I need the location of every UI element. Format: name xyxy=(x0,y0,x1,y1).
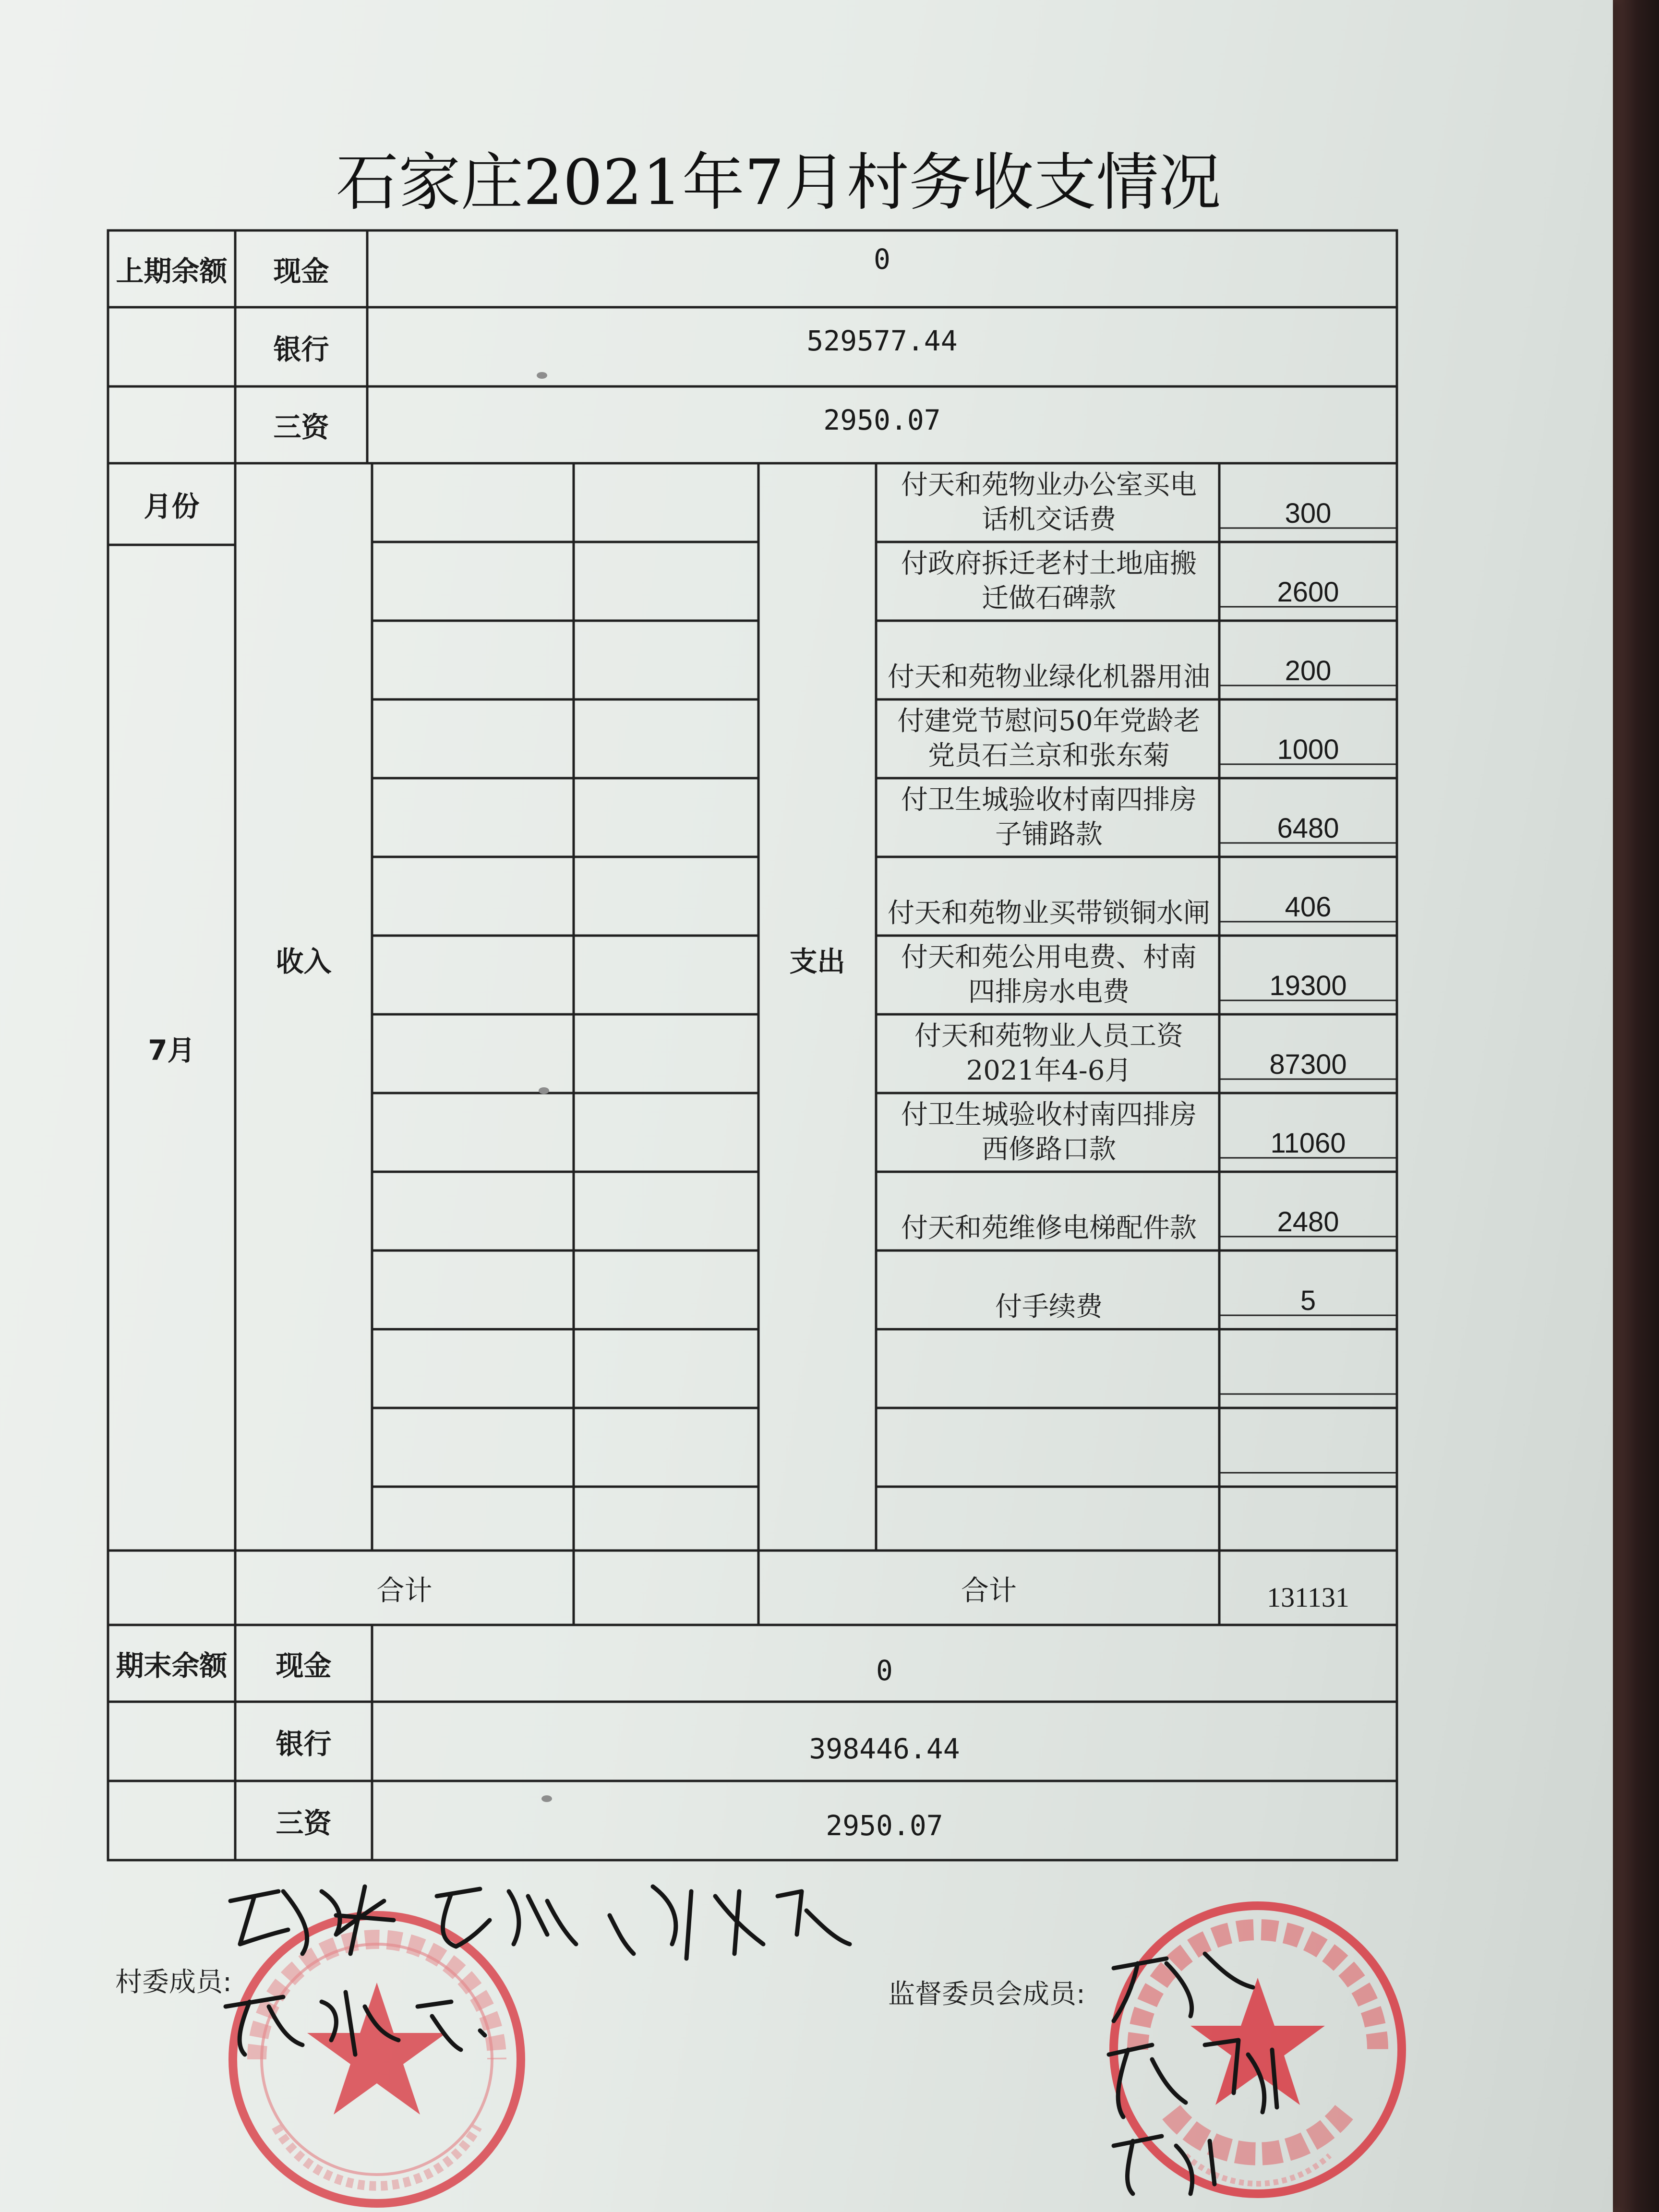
committee-signatures xyxy=(211,1863,883,2064)
expense-item-desc: 付天和苑物业绿化机器用油 xyxy=(888,661,1210,693)
closing-bank-label: 银行 xyxy=(276,1727,332,1760)
expense-item-desc: 付天和苑物业买带锁铜水闸 xyxy=(888,898,1210,929)
opening-cash-value: 0 xyxy=(874,243,890,276)
expense-label: 支出 xyxy=(789,945,845,978)
opening-balance-label: 上期余额 xyxy=(116,255,228,288)
pin-mark xyxy=(537,372,547,379)
closing-assets-label: 三资 xyxy=(276,1806,332,1839)
expense-item-desc: 付政府拆迁老村土地庙搬 迁做石碑款 xyxy=(901,548,1197,614)
expense-item-amount: 2480 xyxy=(1277,1206,1339,1238)
income-total-label: 合计 xyxy=(376,1574,433,1607)
expense-item-desc: 付手续费 xyxy=(995,1291,1103,1322)
expense-item-amount: 6480 xyxy=(1277,813,1339,844)
page-title: 石家庄2021年7月村务收支情况 xyxy=(336,146,1221,219)
closing-bank-value: 398446.44 xyxy=(809,1732,960,1765)
expense-total-value: 131131 xyxy=(1267,1582,1349,1613)
pin-mark xyxy=(539,1087,549,1094)
supervision-members-label: 监督委员会成员: xyxy=(888,1979,1085,2010)
expense-item-desc: 付天和苑公用电费、村南 四排房水电费 xyxy=(901,942,1197,1008)
pin-mark xyxy=(541,1795,552,1802)
supervision-signatures xyxy=(1094,1935,1344,2208)
expense-item-desc: 付卫生城验收村南四排房 西修路口款 xyxy=(901,1099,1197,1165)
income-label: 收入 xyxy=(276,945,332,978)
expense-item-amount: 2600 xyxy=(1277,577,1339,608)
opening-bank-label: 银行 xyxy=(273,333,329,366)
expense-item-desc: 付天和苑维修电梯配件款 xyxy=(901,1213,1197,1244)
expense-item-desc: 付天和苑物业办公室买电 话机交话费 xyxy=(901,469,1197,535)
expense-total-label: 合计 xyxy=(961,1574,1017,1607)
expense-item-amount: 300 xyxy=(1285,498,1332,529)
closing-cash-value: 0 xyxy=(876,1654,893,1687)
expense-item-amount: 5 xyxy=(1300,1285,1316,1316)
expense-item-amount: 1000 xyxy=(1277,734,1339,765)
expense-item-amount: 200 xyxy=(1285,655,1332,686)
month-value: 7月 xyxy=(148,1034,195,1067)
closing-cash-label: 现金 xyxy=(276,1649,332,1682)
expense-item-desc: 付建党节慰问50年党龄老 党员石兰京和张东菊 xyxy=(897,706,1201,771)
opening-cash-label: 现金 xyxy=(273,255,329,288)
committee-members-label: 村委成员: xyxy=(115,1967,232,1998)
expense-item-amount: 87300 xyxy=(1269,1049,1347,1080)
expense-item-desc: 付天和苑物业人员工资 2021年4-6月 xyxy=(914,1021,1183,1086)
closing-balance-label: 期末余额 xyxy=(116,1649,228,1682)
expense-item-desc: 付卫生城验收村南四排房 子铺路款 xyxy=(901,784,1197,850)
expense-item-amount: 19300 xyxy=(1269,970,1347,1001)
opening-assets-value: 2950.07 xyxy=(823,404,941,436)
closing-assets-value: 2950.07 xyxy=(826,1809,943,1842)
opening-bank-value: 529577.44 xyxy=(806,325,958,357)
opening-assets-label: 三资 xyxy=(273,411,329,444)
expense-item-amount: 406 xyxy=(1285,891,1332,923)
expense-item-amount: 11060 xyxy=(1270,1128,1346,1159)
month-header: 月份 xyxy=(144,490,200,523)
